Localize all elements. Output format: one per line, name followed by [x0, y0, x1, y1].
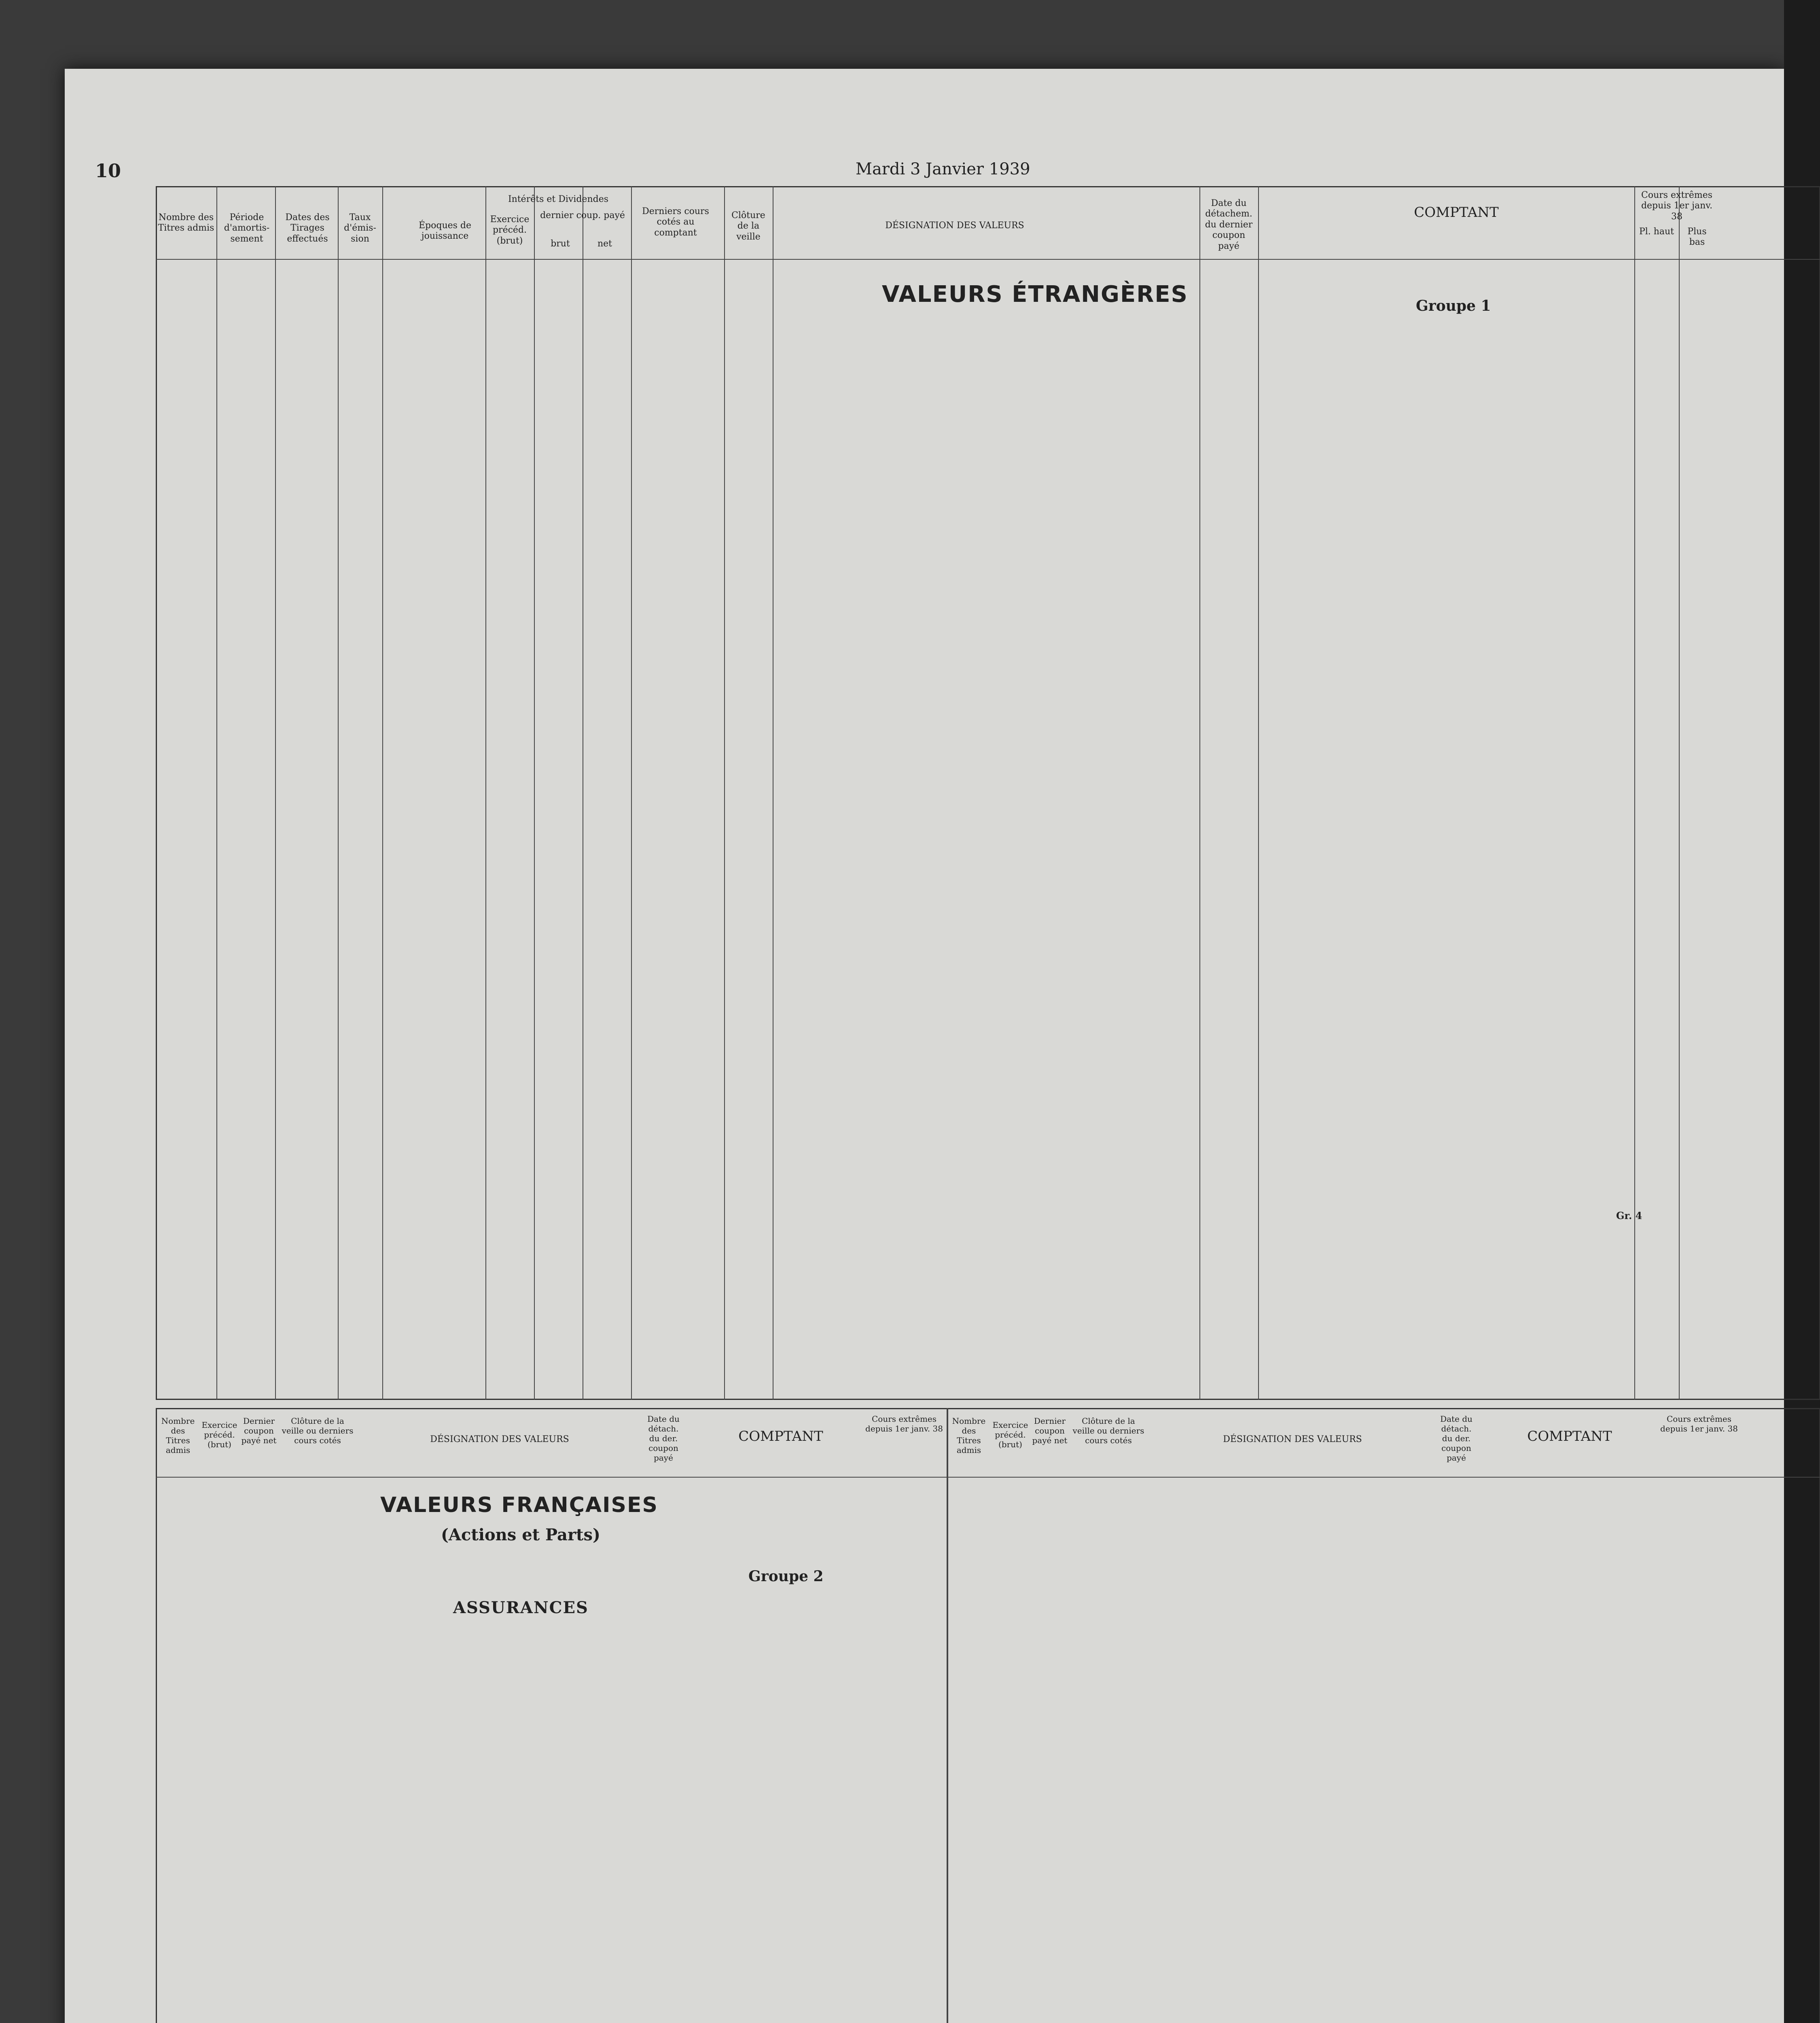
col-interets: Intérêts et Dividendes	[508, 194, 609, 204]
col-date-detach: Date du détachem. du dernier coupon payé	[1205, 198, 1253, 251]
column-rule	[275, 186, 276, 1400]
col-designation: DÉSIGNATION DES VALEURS	[885, 221, 1024, 231]
col-pl-haut: Pl. haut	[1639, 227, 1674, 237]
page-header	[95, 160, 1725, 180]
section-title-etrangeres: VALEURS ÉTRANGÈRES	[882, 281, 1188, 307]
b2-col-designation: DÉSIGNATION DES VALEURS	[1223, 1434, 1362, 1444]
col-periode: Période d'amortis-sement	[224, 212, 270, 244]
column-rule	[485, 186, 486, 1400]
col-epoques: Époques de jouissance	[418, 221, 472, 242]
b-col-comptant: COMPTANT	[738, 1428, 823, 1444]
bottom-header-divider	[156, 1477, 1820, 1478]
column-rule	[338, 186, 339, 1400]
column-rule	[1258, 186, 1259, 1400]
b-col-nombre: Nombre des Titres admis	[161, 1416, 195, 1455]
col-derniers-cours: Derniers cours cotés au comptant	[642, 206, 709, 238]
b2-col-date: Date du détach. du der. coupon payé	[1440, 1414, 1473, 1463]
header-divider	[156, 259, 1820, 260]
column-rule	[1679, 186, 1680, 1400]
col-comptant: COMPTANT	[1414, 204, 1499, 221]
column-rule	[382, 186, 383, 1400]
b-col-cloture: Clôture de la veille ou derniers cours cotés	[282, 1416, 354, 1445]
groupe-1: Groupe 1	[1416, 297, 1491, 314]
b-col-date: Date du détach. du der. coupon payé	[647, 1414, 680, 1463]
column-rule	[216, 186, 217, 1400]
b2-col-dernier: Dernier coupon payé net	[1032, 1416, 1068, 1445]
col-cloture: Clôture de la veille	[731, 210, 765, 242]
col-plus-bas: Plus bas	[1687, 227, 1707, 248]
column-rule	[631, 186, 632, 1400]
section-title-francaises: VALEURS FRANÇAISES	[380, 1493, 658, 1517]
b2-col-exercice: Exercice précéd. (brut)	[992, 1420, 1028, 1449]
col-net: net	[597, 239, 612, 249]
col-nombre-titres: Nombre des Titres admis	[158, 212, 214, 233]
col-brut: brut	[551, 239, 570, 249]
foreign-securities-table	[156, 186, 1820, 1400]
b-col-designation: DÉSIGNATION DES VALEURS	[430, 1434, 569, 1444]
page-number: 10	[95, 160, 121, 182]
groupe-4: Gr. 4	[1616, 1210, 1642, 1221]
column-rule	[1199, 186, 1200, 1400]
column-rule	[724, 186, 725, 1400]
col-cours-extremes: Cours extrêmes depuis 1er janv. 38	[1641, 190, 1713, 222]
section-subtitle: (Actions et Parts)	[441, 1525, 600, 1544]
groupe-2: Groupe 2	[748, 1568, 824, 1585]
b-col-exercice: Exercice précéd. (brut)	[201, 1420, 237, 1449]
column-rule	[534, 186, 535, 1400]
bottom-middle-divider	[947, 1408, 948, 2023]
page-date: Mardi 3 Janvier 1939	[856, 160, 1030, 178]
col-dernier-coupon: dernier coup. payé	[540, 210, 625, 221]
b2-col-comptant: COMPTANT	[1527, 1428, 1612, 1444]
col-taux: Taux d'émis-sion	[344, 212, 376, 244]
b2-col-nombre: Nombre des Titres admis	[952, 1416, 986, 1455]
section-assurances: ASSURANCES	[453, 1598, 589, 1617]
b2-col-cloture: Clôture de la veille ou derniers cours cotés	[1072, 1416, 1144, 1445]
b2-col-cours: Cours extrêmes depuis 1er janv. 38	[1660, 1414, 1738, 1433]
b-col-dernier: Dernier coupon payé net	[241, 1416, 277, 1445]
col-dates-tirages: Dates des Tirages effectués	[285, 212, 330, 244]
b-col-cours: Cours extrêmes depuis 1er janv. 38	[865, 1414, 943, 1433]
col-exercice: Exercice précéd. (brut)	[490, 214, 530, 246]
